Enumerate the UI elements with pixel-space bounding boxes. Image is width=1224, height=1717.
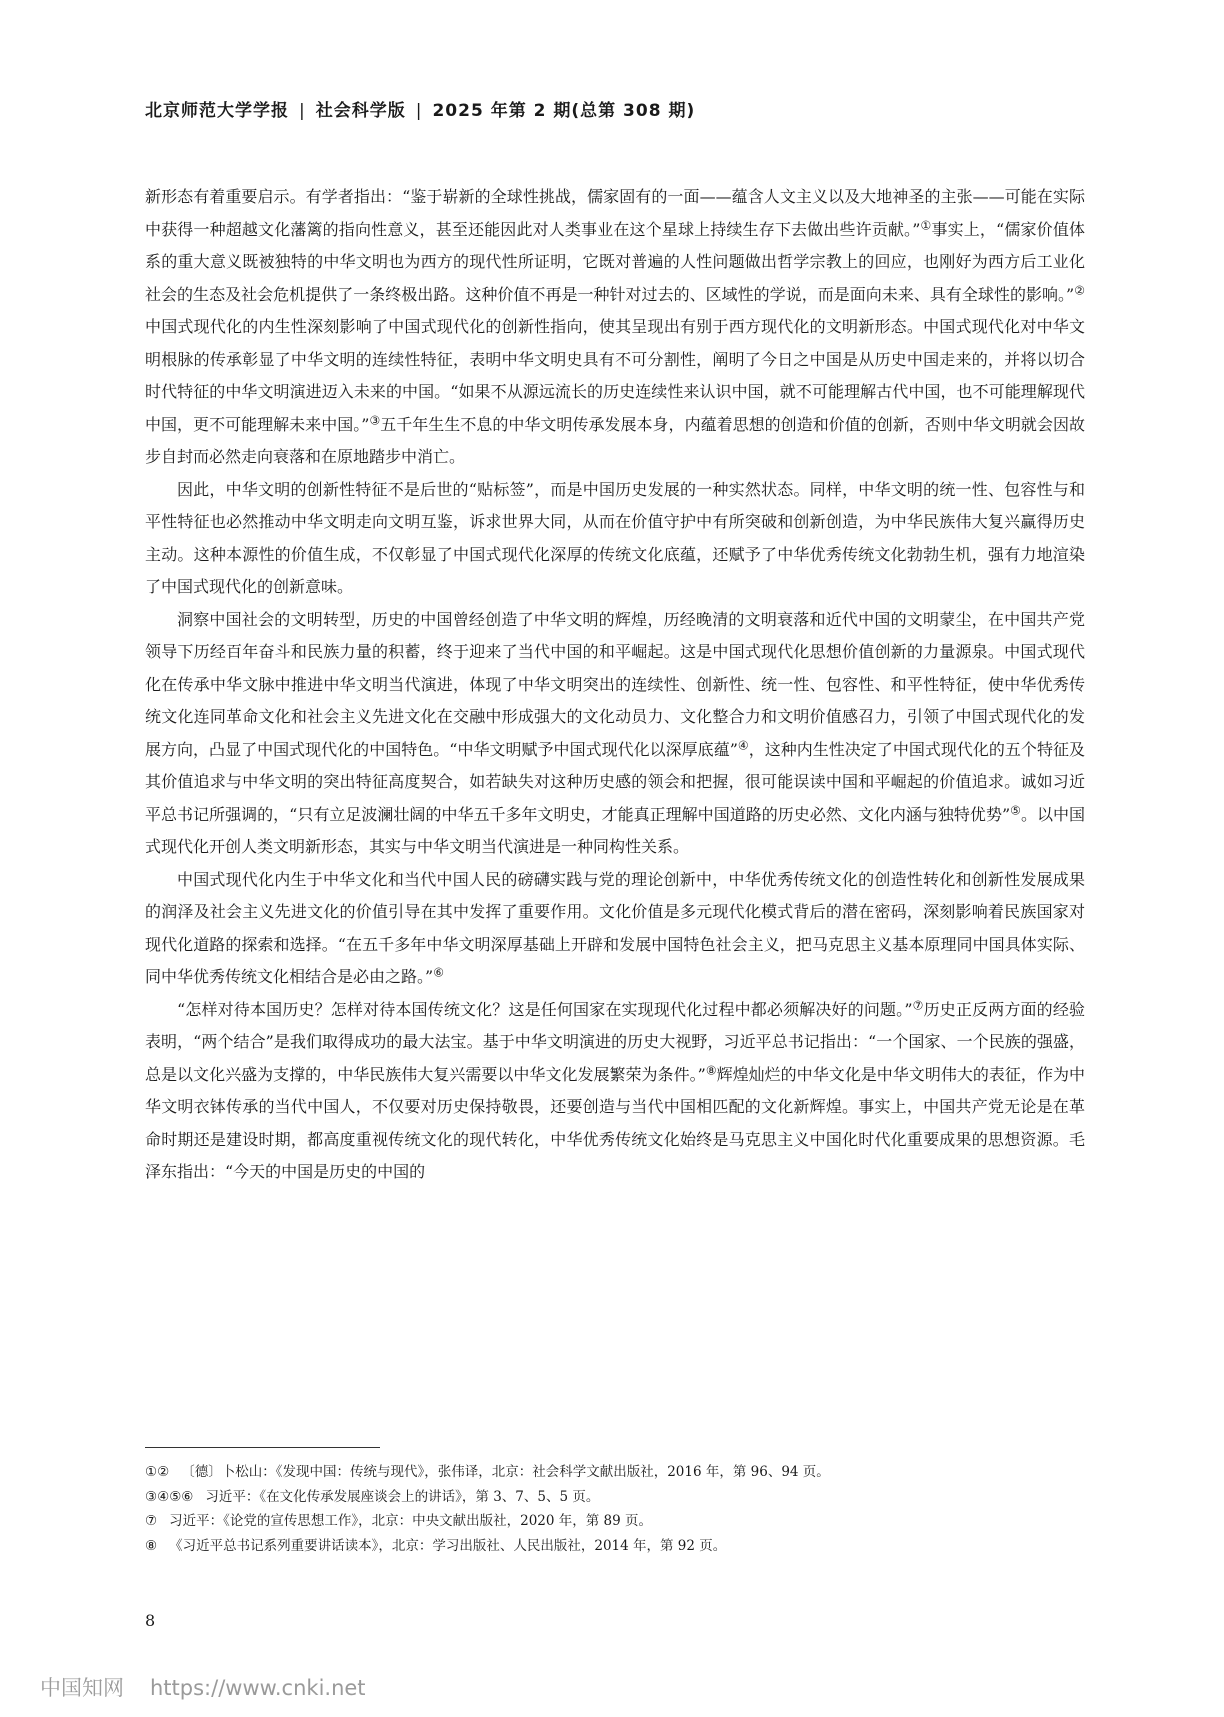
footnote-ref[interactable]: ③	[369, 413, 381, 428]
body-paragraph	[145, 181, 1085, 474]
footnote-item	[145, 1460, 1085, 1485]
body-paragraph	[145, 864, 1085, 994]
footnote-ref[interactable]: ⑤	[1010, 803, 1021, 818]
header-separator: |	[415, 101, 423, 121]
paragraph-text: ，这种内生性决定了中国式现代化的五个特征及其价值追求与中华文明的突出特征高度契合，如若缺失对这种历史感的领会和把握，很可能误读中国和平崛起的价值追求。诚如习近平总书记所强调的，“只有立足波澜壮阔的中华五千多年文明史，才能真正理解中国道路的历史必然、文化内涵与独特优势”	[145, 739, 1085, 824]
paragraph-text: 事实上，“儒家价值体系的重大意义既被独特的中华文明也为西方的现代性所证明，它既对普遍的人性问题做出哲学宗教上的回应，也刚好为西方后工业化社会的生态及社会危机提供了一条终极出路。这种价值不再是一种针对过去的、区域性的学说，而是面向未来、具有全球性的影响。”	[145, 219, 1085, 304]
footnote-divider	[145, 1447, 380, 1448]
paragraph-text: 中国式现代化的内生性深刻影响了中国式现代化的创新性指向，使其呈现出有别于西方现代化的文明新形态。中国式现代化对中华文明根脉的传承彰显了中华文明的连续性特征，表明中华文明史具有不可分割性，阐明了今日之中国是从历史中国走来的，并将以切合时代特征的中华文明演进迈入未来的中国。“如果不从源远流长的历史连续性来认识中国，就不可能理解古代中国，也不可能理解现代中国，更不可能理解未来中国。”	[145, 317, 1085, 434]
running-header	[145, 96, 695, 121]
page-number: 8	[145, 1611, 156, 1630]
journal-section: 社会科学版	[315, 101, 406, 121]
footnote-text: 〔德〕卜松山：《发现中国：传统与现代》，张伟译，北京：社会科学文献出版社，2016 年，第 96、94 页。	[181, 1464, 830, 1480]
footnote-text: 习近平：《在文化传承发展座谈会上的讲话》，第 3、7、5、5 页。	[205, 1488, 600, 1505]
paragraph-text: 新形态有着重要启示。有学者指出：“鉴于崭新的全球性挑战，儒家固有的一面——蕴含人文主义以及大地神圣的主张——可能在实际中获得一种超越文化藩篱的指向性意义，甚至还能因此对人类事业在这个星球上持续生存下去做出些许贡献。”	[145, 187, 1085, 239]
footnote-text: 《习近平总书记系列重要讲话读本》，北京：学习出版社、人民出版社，2014 年，第 92 页。	[169, 1537, 727, 1554]
footnote-ref[interactable]: ⑧	[705, 1063, 717, 1078]
paragraph-text: 。以中国式现代化开创人类文明新形态，其实与中华文明当代演进是一种同构性关系。	[145, 804, 1085, 856]
footnote-ref[interactable]: ④	[737, 738, 749, 753]
paragraph-text: 历史正反两方面的经验表明，“两个结合”是我们取得成功的最大法宝。基于中华文明演进的历史大视野，习近平总书记指出：“一个国家、一个民族的强盛，总是以文化兴盛为支撑的，中华民族伟大复兴需要以中华文化发展繁荣为条件。”	[145, 999, 1085, 1084]
paragraph-text: 中国式现代化内生于中华文化和当代中国人民的磅礴实践与党的理论创新中，中华优秀传统文化的创造性转化和创新性发展成果的润泽及社会主义先进文化的价值引导在其中发挥了重要作用。文化价值是多元现代化模式背后的潜在密码，深刻影响着民族国家对现代化道路的探索和选择。“在五千多年中华文明深厚基础上开辟和发展中国特色社会主义，把马克思主义基本原理同中国具体实际、同中华优秀传统文化相结合是必由之路。”	[145, 869, 1085, 986]
footnote-mark: ⑧	[145, 1537, 158, 1554]
footnote-ref[interactable]: ①	[920, 218, 932, 233]
footnote-mark: ⑦	[145, 1513, 158, 1529]
body-paragraph	[145, 604, 1085, 864]
footnote-ref[interactable]: ⑦	[912, 998, 924, 1013]
journal-issue: 2025 年第 2 期(总第 308 期)	[432, 101, 696, 121]
journal-title: 北京师范大学学报	[145, 101, 289, 121]
footnotes	[145, 1460, 1085, 1558]
article-body	[145, 181, 1085, 1189]
paragraph-text: 洞察中国社会的文明转型，历史的中国曾经创造了中华文明的辉煌，历经晚清的文明衰落和近代中国的文明蒙尘，在中国共产党领导下历经百年奋斗和民族力量的积蓄，终于迎来了当代中国的和平崛起。这是中国式现代化思想价值创新的力量源泉。中国式现代化在传承中华文脉中推进中华文明当代演进，体现了中华文明突出的连续性、创新性、统一性、包容性、和平性特征，使中华优秀传统文化连同革命文化和社会主义先进文化在交融中形成强大的文化动员力、文化整合力和文明价值感召力，引领了中国式现代化的发展方向，凸显了中国式现代化的中国特色。“中华文明赋予中国式现代化以深厚底蕴”	[145, 609, 1085, 759]
paragraph-text: “怎样对待本国历史？怎样对待本国传统文化？这是任何国家在实现现代化过程中都必须解决好的问题。”	[177, 999, 913, 1019]
body-paragraph	[145, 994, 1085, 1189]
footnote-item	[145, 1485, 1085, 1510]
header-separator: |	[299, 101, 306, 121]
cnki-watermark	[40, 1672, 366, 1702]
footnote-text: 习近平：《论党的宣传思想工作》，北京：中央文献出版社，2020 年，第 89 页。	[169, 1513, 653, 1529]
footnote-item	[145, 1509, 1085, 1534]
footnote-mark: ③④⑤⑥	[145, 1488, 194, 1505]
paragraph-text: 因此，中华文明的创新性特征不是后世的“贴标签”，而是中国历史发展的一种实然状态。同样，中华文明的统一性、包容性与和平性特征也必然推动中华文明走向文明互鉴，诉求世界大同，从而在价值守护中有所突破和创新创造，为中华民族伟大复兴赢得历史主动。这种本源性的价值生成，不仅彰显了中国式现代化深厚的传统文化底蕴，还赋予了中华优秀传统文化勃勃生机，强有力地渲染了中国式现代化的创新意味。	[145, 479, 1085, 596]
footnote-ref[interactable]: ⑥	[433, 965, 444, 980]
watermark-brand: 中国知网	[40, 1676, 124, 1700]
body-paragraph	[145, 474, 1085, 604]
footnote-ref[interactable]: ②	[1074, 283, 1085, 298]
paragraph-text: 辉煌灿烂的中华文化是中华文明伟大的表征，作为中华文明衣钵传承的当代中国人，不仅要对历史保持敬畏，还要创造与当代中国相匹配的文化新辉煌。事实上，中国共产党无论是在革命时期还是建设时期，都高度重视传统文化的现代转化，中华优秀传统文化始终是马克思主义中国化时代化重要成果的思想资源。毛泽东指出：“今天的中国是历史的中国的	[145, 1064, 1085, 1181]
footnote-mark: ①②	[145, 1464, 170, 1480]
paragraph-text: 五千年生生不息的中华文明传承发展本身，内蕴着思想的创造和价值的创新，否则中华文明就会因故步自封而必然走向衰落和在原地踏步中消亡。	[145, 414, 1085, 466]
watermark-url[interactable]: https://www.cnki.net	[150, 1676, 366, 1700]
footnote-item	[145, 1534, 1085, 1559]
